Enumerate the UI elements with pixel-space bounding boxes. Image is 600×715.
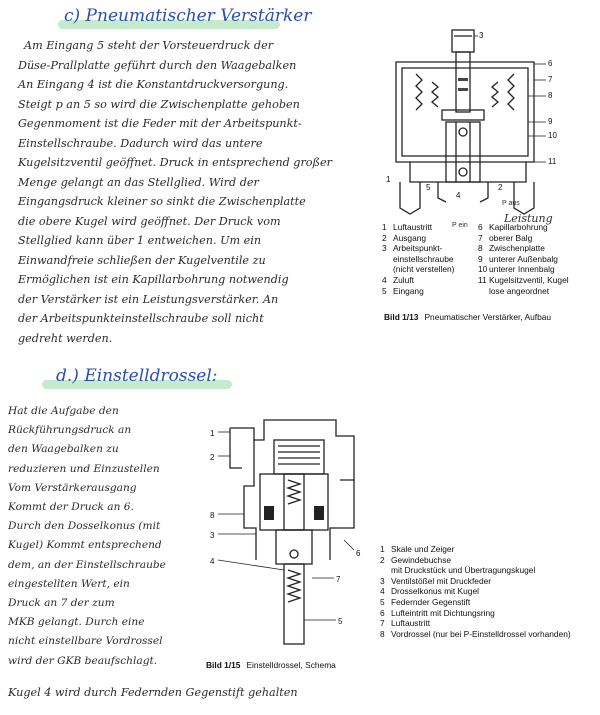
callout-6: 6 [548,59,553,68]
annotation-p-in: P ein [452,222,468,229]
section-c-heading: c) Pneumatischer Verstärker [64,6,312,26]
legend-row: 7 oberer Balg [478,232,533,243]
text-line: Kugelsitzventil geöffnet. Druck in entsprechend großer [18,156,332,169]
legend-row: 4 Zuluft [382,274,414,285]
ball-valve-lower [459,168,467,176]
threaded-bush [274,440,324,474]
text-line: dem, an der Einstellschraube [8,558,166,571]
caption-text: Pneumatischer Verstärker, Aufbau [424,312,552,322]
text-line: Steigt p an 5 so wird die Zwischenplatte gehoben [18,97,300,111]
callout-1: 1 [386,175,391,184]
legend-row: 8 Zwischenplatte [478,243,545,254]
callout-1: 1 [210,429,215,438]
figure-113-legend-left [382,222,482,296]
text-line: MKB gelangt. Durch eine [8,616,145,629]
throttle-ball [290,550,298,558]
caption-label: Bild 1/13 [384,312,419,322]
text-line: die obere Kugel wird geöffnet. Der Druck vom [18,214,281,228]
section-c-text [18,36,368,348]
text-line: Durch den Dosselkonus (mit [8,520,161,533]
text-line: Rückführungsdruck an [8,424,132,437]
legend-row: einstellschraube [393,253,454,264]
callout-8: 8 [548,91,553,100]
callout-7: 7 [548,75,553,84]
callout-9: 9 [548,117,553,126]
callout-4: 4 [456,191,461,200]
callout-7: 7 [336,575,341,584]
callout-3: 3 [479,31,484,40]
figure-113-caption [384,312,551,322]
callout-4: 4 [210,557,215,566]
legend-row: 1 Luftaustritt [382,222,433,232]
legend-row: 8 Vordrossel (nur bei P-Einstelldrossel vorhanden) [380,628,571,639]
pneumatic-amplifier-drawing [376,22,598,222]
throttle-drawing [204,410,380,660]
text-line: Menge gelangt an das Stellglied. Wird der [18,175,259,189]
text-line: Eingangsdruck kleiner so sinkt die Zwischenplatte [18,195,306,208]
callout-6: 6 [356,549,361,558]
legend-row: (nicht verstellen) [393,264,455,275]
callout-2: 2 [210,453,215,462]
text-line: Kommt der Druck an 6. [8,501,134,514]
legend-row: 11 Kugelsitzventil, Kugel [478,274,569,285]
text-line: An Eingang 4 ist die Konstantdruckversorgung. [18,78,289,91]
legend-row: 6 Lufteintritt mit Dichtungsring [380,607,495,618]
legend-row: 6 Kapillarbohrung [478,222,548,232]
text-line: Hat die Aufgabe den [8,405,119,417]
text-line: Stellglied kann über 1 entweichen. Um ein [18,234,262,247]
adjust-screw-knob [452,30,474,52]
text-line: den Waagebalken zu [8,443,119,456]
callout-5: 5 [426,183,431,192]
text-line: eingestellten Wert, ein [8,577,130,590]
legend-row: 3 Ventilstößel mit Druckfeder [380,575,492,586]
text-line: Einwandfreie schließen der Kugelventile zu [18,253,266,267]
legend-row: mit Druckstück und Übertragungskugel [391,565,536,576]
text-line: nicht einstellbare Vordrossel [8,635,163,648]
caption-text: Einstelldrossel, Schema [246,660,336,670]
legend-row: lose angeordnet [489,285,550,296]
text-line: Gegenmoment ist die Feder mit der Arbeitspunkt- [18,117,302,130]
legend-row: 5 Federnder Gegenstift [380,596,471,607]
callout-11: 11 [548,157,557,166]
text-line: gedreht werden. [18,331,113,345]
text-line: wird der GKB beaufschlagt. [8,654,158,667]
text-line: reduzieren und Einzustellen [8,462,160,475]
figure-113-legend-right [478,222,596,296]
text-line: der Arbeitspunkteinstellschraube soll nicht [18,312,264,325]
caption-label: Bild 1/15 [206,660,241,670]
legend-row: 2 Gewindebuchse [380,554,452,565]
text-line: der Verstärker ist ein Leistungsverstärker. An [18,292,279,306]
legend-row: 3 Arbeitspunkt- [382,243,443,254]
callout-10: 10 [548,131,557,140]
callout-2: 2 [498,183,503,192]
callout-5: 5 [338,617,343,626]
text-line: Druck an 7 der zum [8,597,115,610]
legend-row: 7 Luftaustritt [380,618,431,629]
callout-8: 8 [210,511,215,520]
text-line: Düse-Prallplatte geführt durch den Waagebalken [18,58,297,72]
legend-row: 2 Ausgang [382,232,427,243]
callout-3: 3 [210,531,215,540]
legend-row: 10 unterer Innenbalg [478,264,555,275]
legend-row: 1 Skale und Zeiger [380,544,455,554]
ball-valve-upper [459,128,467,136]
annotation-p-out: P aus [502,200,520,207]
figure-115-caption [206,660,336,670]
text-line: Kugel) Kommt entsprechend [8,539,162,552]
section-d-last-line: Kugel 4 wird durch Federnden Gegenstift gehalten [8,686,298,699]
text-line: Einstellschraube. Dadurch wird das untere [18,136,263,150]
annotation-leistung: Leistung [504,212,553,225]
text-line: Vom Verstärkerausgang [8,481,137,494]
legend-row: 4 Drosselkonus mit Kugel [380,586,479,597]
text-line: Ermöglichen ist ein Kapillarbohrung notwendig [18,273,289,286]
text-line: Am Eingang 5 steht der Vorsteuerdruck der [24,39,274,52]
legend-row: 5 Eingang [382,285,424,296]
section-d-heading: d.) Einstelldrossel: [56,366,218,386]
legend-row: 9 unterer Außenbalg [478,253,558,264]
section-d-text [8,402,208,671]
figure-115-legend [380,544,598,639]
